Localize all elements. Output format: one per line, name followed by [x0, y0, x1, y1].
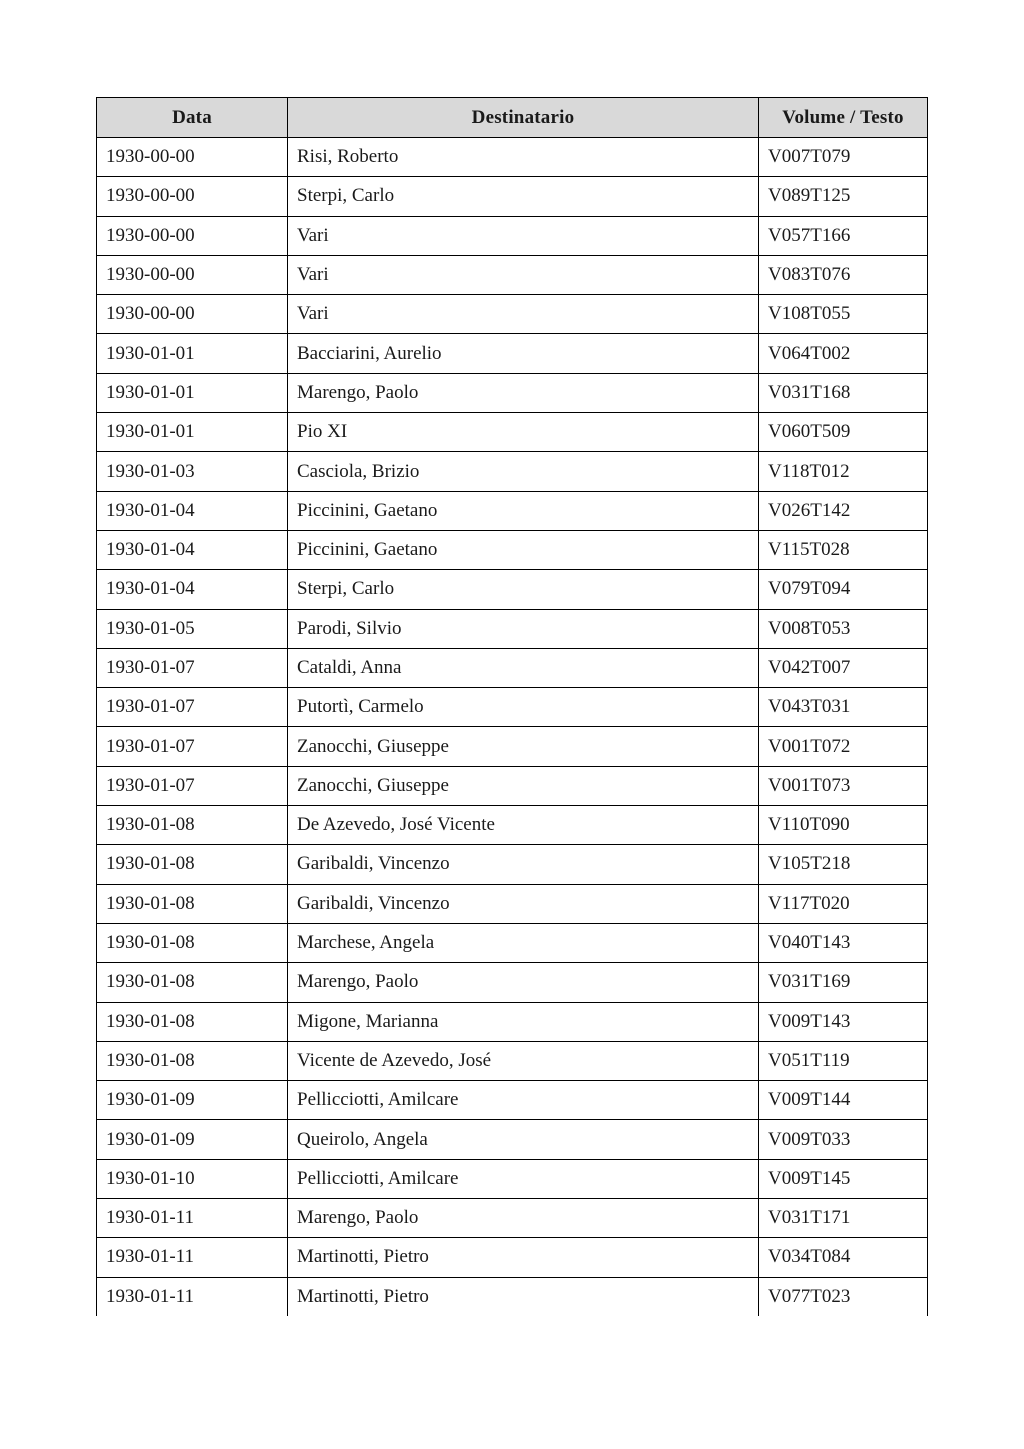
- table-row: [97, 1081, 928, 1120]
- cell-data: 1930-01-01: [97, 413, 288, 452]
- cell-volume-testo: V034T084: [759, 1238, 928, 1277]
- table-row: [97, 1159, 928, 1198]
- cell-destinatario: Garibaldi, Vincenzo: [288, 845, 759, 884]
- cell-data: 1930-01-07: [97, 648, 288, 687]
- table-row: [97, 373, 928, 412]
- cell-destinatario: Martinotti, Pietro: [288, 1238, 759, 1277]
- cell-destinatario: Piccinini, Gaetano: [288, 491, 759, 530]
- records-table: [96, 97, 928, 1316]
- table-row: [97, 1199, 928, 1238]
- table-row: [97, 177, 928, 216]
- cell-destinatario: Sterpi, Carlo: [288, 570, 759, 609]
- cell-volume-testo: V083T076: [759, 255, 928, 294]
- table-row: [97, 884, 928, 923]
- table-row: [97, 530, 928, 569]
- cell-destinatario: Zanocchi, Giuseppe: [288, 766, 759, 805]
- table-row: [97, 845, 928, 884]
- cell-destinatario: Pio XI: [288, 413, 759, 452]
- cell-data: 1930-01-08: [97, 884, 288, 923]
- cell-volume-testo: V042T007: [759, 648, 928, 687]
- cell-data: 1930-00-00: [97, 138, 288, 177]
- cell-volume-testo: V001T073: [759, 766, 928, 805]
- cell-volume-testo: V009T033: [759, 1120, 928, 1159]
- cell-destinatario: Risi, Roberto: [288, 138, 759, 177]
- table-row: [97, 648, 928, 687]
- table-row: [97, 688, 928, 727]
- cell-destinatario: Marengo, Paolo: [288, 1199, 759, 1238]
- table-header-row: [97, 98, 928, 138]
- cell-data: 1930-01-04: [97, 491, 288, 530]
- cell-destinatario: Marengo, Paolo: [288, 963, 759, 1002]
- cell-destinatario: Casciola, Brizio: [288, 452, 759, 491]
- table-row: [97, 766, 928, 805]
- cell-data: 1930-01-10: [97, 1159, 288, 1198]
- cell-data: 1930-01-04: [97, 530, 288, 569]
- cell-destinatario: De Azevedo, José Vicente: [288, 806, 759, 845]
- table-row: [97, 1002, 928, 1041]
- cell-data: 1930-01-08: [97, 963, 288, 1002]
- table-row: [97, 923, 928, 962]
- table-row: [97, 138, 928, 177]
- table-header: [97, 98, 928, 138]
- cell-volume-testo: V079T094: [759, 570, 928, 609]
- cell-destinatario: Vari: [288, 295, 759, 334]
- cell-data: 1930-01-01: [97, 373, 288, 412]
- table-body: [97, 138, 928, 1317]
- cell-volume-testo: V031T169: [759, 963, 928, 1002]
- cell-volume-testo: V009T144: [759, 1081, 928, 1120]
- table-row: [97, 727, 928, 766]
- cell-data: 1930-01-08: [97, 806, 288, 845]
- cell-data: 1930-01-11: [97, 1238, 288, 1277]
- cell-data: 1930-01-07: [97, 727, 288, 766]
- cell-data: 1930-00-00: [97, 177, 288, 216]
- cell-volume-testo: V009T143: [759, 1002, 928, 1041]
- cell-data: 1930-01-01: [97, 334, 288, 373]
- cell-volume-testo: V051T119: [759, 1041, 928, 1080]
- cell-destinatario: Bacciarini, Aurelio: [288, 334, 759, 373]
- cell-data: 1930-01-08: [97, 845, 288, 884]
- table-row: [97, 1120, 928, 1159]
- cell-destinatario: Martinotti, Pietro: [288, 1277, 759, 1316]
- cell-volume-testo: V117T020: [759, 884, 928, 923]
- table-row: [97, 1238, 928, 1277]
- cell-data: 1930-01-08: [97, 923, 288, 962]
- cell-volume-testo: V031T171: [759, 1199, 928, 1238]
- cell-destinatario: Marchese, Angela: [288, 923, 759, 962]
- cell-data: 1930-01-09: [97, 1120, 288, 1159]
- cell-data: 1930-01-11: [97, 1277, 288, 1316]
- cell-data: 1930-01-09: [97, 1081, 288, 1120]
- cell-volume-testo: V009T145: [759, 1159, 928, 1198]
- cell-volume-testo: V001T072: [759, 727, 928, 766]
- cell-data: 1930-01-08: [97, 1041, 288, 1080]
- table-row: [97, 334, 928, 373]
- cell-data: 1930-01-05: [97, 609, 288, 648]
- cell-destinatario: Vicente de Azevedo, José: [288, 1041, 759, 1080]
- table-row: [97, 255, 928, 294]
- cell-destinatario: Putortì, Carmelo: [288, 688, 759, 727]
- cell-destinatario: Vari: [288, 255, 759, 294]
- cell-destinatario: Garibaldi, Vincenzo: [288, 884, 759, 923]
- cell-destinatario: Sterpi, Carlo: [288, 177, 759, 216]
- cell-destinatario: Zanocchi, Giuseppe: [288, 727, 759, 766]
- cell-volume-testo: V077T023: [759, 1277, 928, 1316]
- cell-volume-testo: V089T125: [759, 177, 928, 216]
- cell-volume-testo: V108T055: [759, 295, 928, 334]
- cell-volume-testo: V064T002: [759, 334, 928, 373]
- cell-volume-testo: V060T509: [759, 413, 928, 452]
- cell-destinatario: Vari: [288, 216, 759, 255]
- table-row: [97, 963, 928, 1002]
- cell-destinatario: Pellicciotti, Amilcare: [288, 1159, 759, 1198]
- cell-destinatario: Parodi, Silvio: [288, 609, 759, 648]
- cell-volume-testo: V043T031: [759, 688, 928, 727]
- table-row: [97, 806, 928, 845]
- cell-volume-testo: V118T012: [759, 452, 928, 491]
- cell-volume-testo: V026T142: [759, 491, 928, 530]
- cell-destinatario: Migone, Marianna: [288, 1002, 759, 1041]
- table-row: [97, 491, 928, 530]
- table-row: [97, 1277, 928, 1316]
- cell-data: 1930-00-00: [97, 295, 288, 334]
- table-row: [97, 216, 928, 255]
- cell-volume-testo: V115T028: [759, 530, 928, 569]
- cell-data: 1930-00-00: [97, 216, 288, 255]
- table-row: [97, 1041, 928, 1080]
- cell-destinatario: Piccinini, Gaetano: [288, 530, 759, 569]
- table-row: [97, 452, 928, 491]
- table-row: [97, 570, 928, 609]
- cell-data: 1930-01-03: [97, 452, 288, 491]
- column-header-data: Data: [97, 98, 288, 138]
- cell-volume-testo: V008T053: [759, 609, 928, 648]
- cell-data: 1930-01-07: [97, 688, 288, 727]
- cell-data: 1930-01-08: [97, 1002, 288, 1041]
- table-row: [97, 295, 928, 334]
- cell-volume-testo: V057T166: [759, 216, 928, 255]
- column-header-volume-testo: Volume / Testo: [759, 98, 928, 138]
- cell-volume-testo: V031T168: [759, 373, 928, 412]
- column-header-destinatario: Destinatario: [288, 98, 759, 138]
- cell-destinatario: Marengo, Paolo: [288, 373, 759, 412]
- table-row: [97, 609, 928, 648]
- cell-destinatario: Cataldi, Anna: [288, 648, 759, 687]
- cell-volume-testo: V007T079: [759, 138, 928, 177]
- cell-volume-testo: V110T090: [759, 806, 928, 845]
- cell-destinatario: Pellicciotti, Amilcare: [288, 1081, 759, 1120]
- cell-volume-testo: V105T218: [759, 845, 928, 884]
- cell-data: 1930-01-07: [97, 766, 288, 805]
- cell-data: 1930-01-04: [97, 570, 288, 609]
- cell-data: 1930-01-11: [97, 1199, 288, 1238]
- cell-data: 1930-00-00: [97, 255, 288, 294]
- cell-volume-testo: V040T143: [759, 923, 928, 962]
- table-row: [97, 413, 928, 452]
- cell-destinatario: Queirolo, Angela: [288, 1120, 759, 1159]
